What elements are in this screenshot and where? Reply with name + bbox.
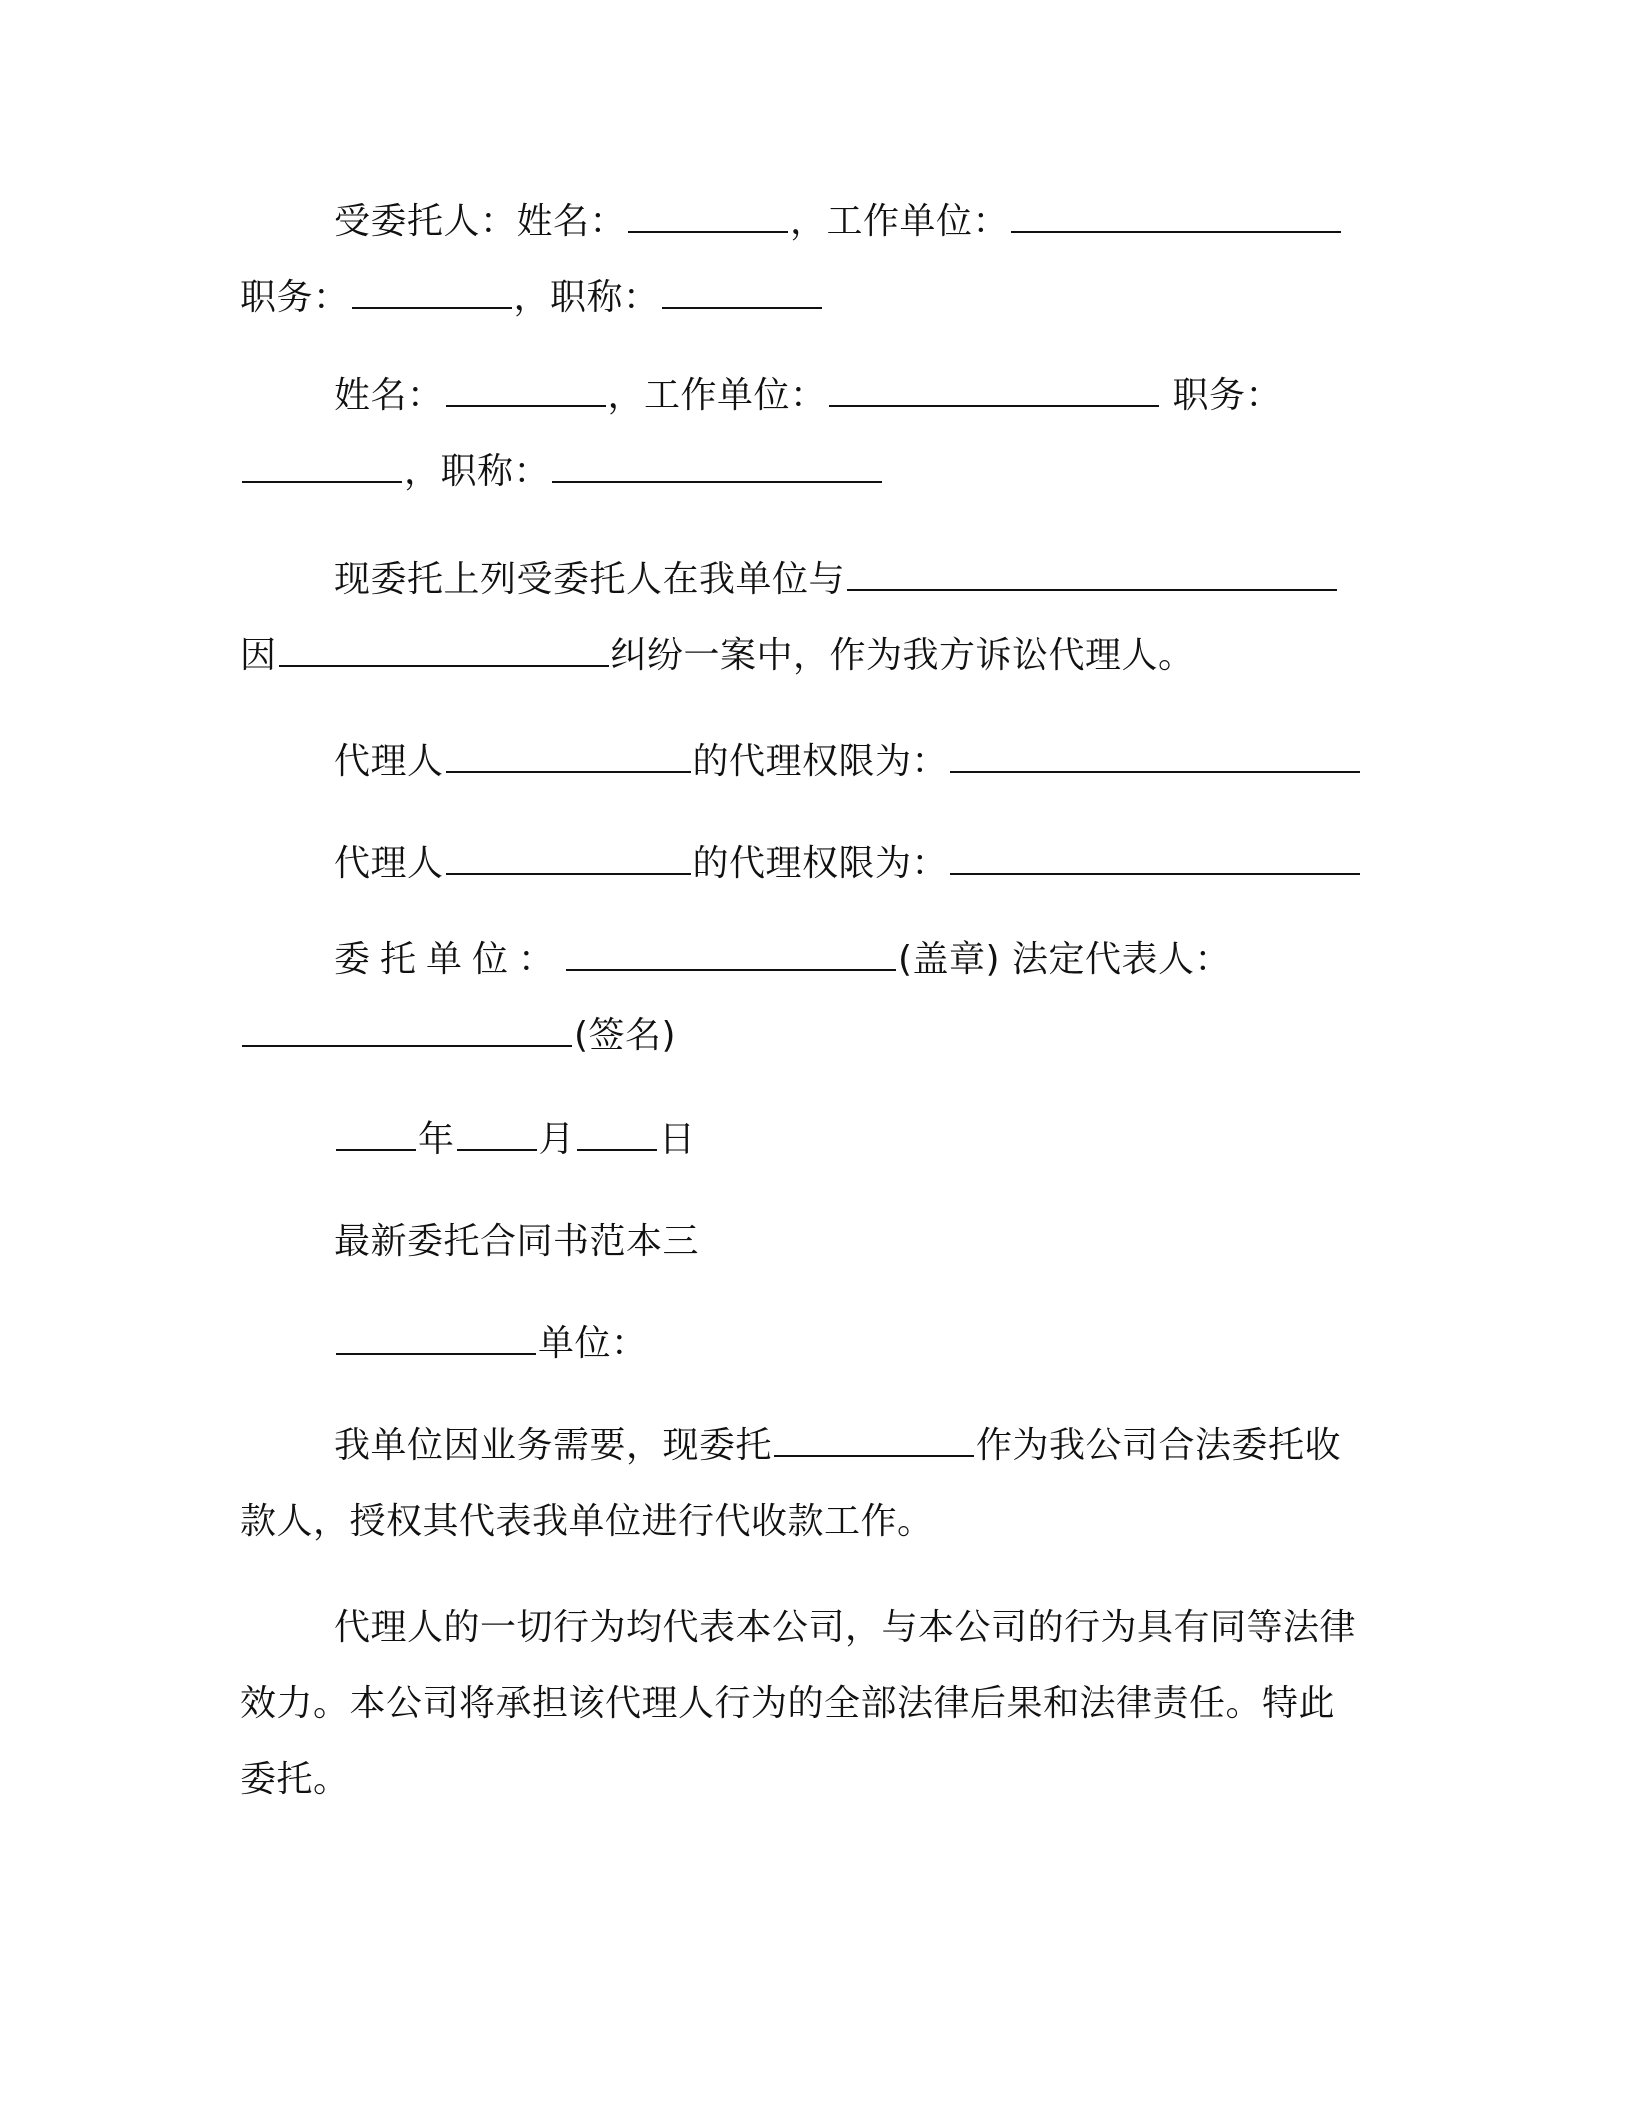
agent-label: 代理人 — [334, 741, 444, 782]
section-title-paragraph — [240, 1204, 1380, 1280]
name-label: 姓名： — [334, 375, 444, 416]
position-label: 职务： — [240, 277, 350, 318]
opposing-party-blank[interactable] — [847, 559, 1337, 591]
trustee-1-line-2 — [240, 260, 1380, 336]
title-label: ，职称： — [513, 277, 660, 318]
liability-line-2: 效力。本公司将承担该代理人行为的全部法律后果和法律责任。特此 — [240, 1683, 1336, 1724]
title-label: ，职称： — [404, 451, 551, 492]
trustee-1-line-1 — [240, 184, 1380, 260]
liability-line-1: 代理人的一切行为均代表本公司，与本公司的行为具有同等法律 — [334, 1607, 1357, 1648]
principal-signature-paragraph — [240, 922, 1380, 1074]
position-blank[interactable] — [352, 277, 512, 309]
entrust-statement-line-2 — [240, 618, 1380, 694]
agent-1-authority-line — [240, 724, 1380, 800]
name-blank[interactable] — [446, 375, 606, 407]
agent-name-blank[interactable] — [446, 843, 691, 875]
addressee-line — [240, 1306, 1380, 1382]
month-blank[interactable] — [457, 1119, 537, 1151]
year-label: 年 — [418, 1119, 455, 1160]
agent-1-authority-paragraph — [240, 724, 1380, 800]
authority-blank[interactable] — [950, 843, 1360, 875]
agent-name-blank[interactable] — [446, 741, 691, 773]
entrust-statement-text: 现委托上列受委托人在我单位与 — [334, 559, 846, 600]
entrust-statement-paragraph — [240, 542, 1380, 694]
work-unit-label: ，工作单位： — [607, 375, 827, 416]
collection-agent-line-1 — [240, 1408, 1380, 1484]
trustee-2-paragraph — [240, 358, 1380, 510]
position-blank[interactable] — [242, 451, 402, 483]
principal-unit-blank[interactable] — [566, 939, 896, 971]
collection-agent-text-1: 我单位因业务需要，现委托 — [334, 1425, 773, 1466]
addressee-paragraph — [240, 1306, 1380, 1382]
principal-signature-line-1 — [240, 922, 1380, 998]
collection-agent-paragraph — [240, 1408, 1380, 1560]
addressee-blank[interactable] — [336, 1323, 536, 1355]
dispute-text: 纠纷一案中，作为我方诉讼代理人。 — [610, 635, 1195, 676]
principal-signature-line-2 — [240, 998, 1380, 1074]
authority-label: 的代理权限为： — [692, 741, 949, 782]
date-paragraph — [240, 1102, 1380, 1178]
principal-unit-label: 委托单位： — [334, 939, 565, 980]
title-blank[interactable] — [662, 277, 822, 309]
liability-line-3: 委托。 — [240, 1759, 350, 1800]
dispute-blank[interactable] — [279, 635, 609, 667]
trustee-2-line-2 — [240, 434, 1380, 510]
year-blank[interactable] — [336, 1119, 416, 1151]
legal-rep-blank[interactable] — [242, 1015, 572, 1047]
day-label: 日 — [659, 1119, 696, 1160]
agent-2-authority-line — [240, 826, 1380, 902]
cause-label: 因 — [240, 635, 277, 676]
date-line — [240, 1102, 1380, 1178]
work-unit-blank[interactable] — [829, 375, 1159, 407]
agent-2-authority-paragraph — [240, 826, 1380, 902]
unit-label: 单位： — [538, 1323, 648, 1364]
name-blank[interactable] — [628, 201, 788, 233]
authority-blank[interactable] — [950, 741, 1360, 773]
liability-paragraph — [240, 1590, 1380, 1818]
agent-label: 代理人 — [334, 843, 444, 884]
signature-label: (签名) — [574, 1015, 677, 1056]
seal-legal-rep-label: (盖章) 法定代表人： — [898, 939, 1232, 980]
trustee-2-line-1 — [240, 358, 1380, 434]
trustee-1-paragraph — [240, 184, 1380, 336]
authority-label: 的代理权限为： — [692, 843, 949, 884]
title-blank[interactable] — [552, 451, 882, 483]
section-title: 最新委托合同书范本三 — [334, 1221, 700, 1262]
trustee-label: 受委托人：姓名： — [334, 201, 627, 242]
month-label: 月 — [538, 1119, 576, 1160]
day-blank[interactable] — [577, 1119, 657, 1151]
position-label: 职务： — [1160, 375, 1282, 416]
collection-agent-line-2: 款人，授权其代表我单位进行代收款工作。 — [240, 1501, 934, 1542]
collection-agent-blank[interactable] — [774, 1425, 974, 1457]
entrust-statement-line-1 — [240, 542, 1380, 618]
collection-agent-text-2: 作为我公司合法委托收 — [976, 1425, 1342, 1466]
work-unit-label: ，工作单位： — [790, 201, 1010, 242]
work-unit-blank[interactable] — [1011, 201, 1341, 233]
